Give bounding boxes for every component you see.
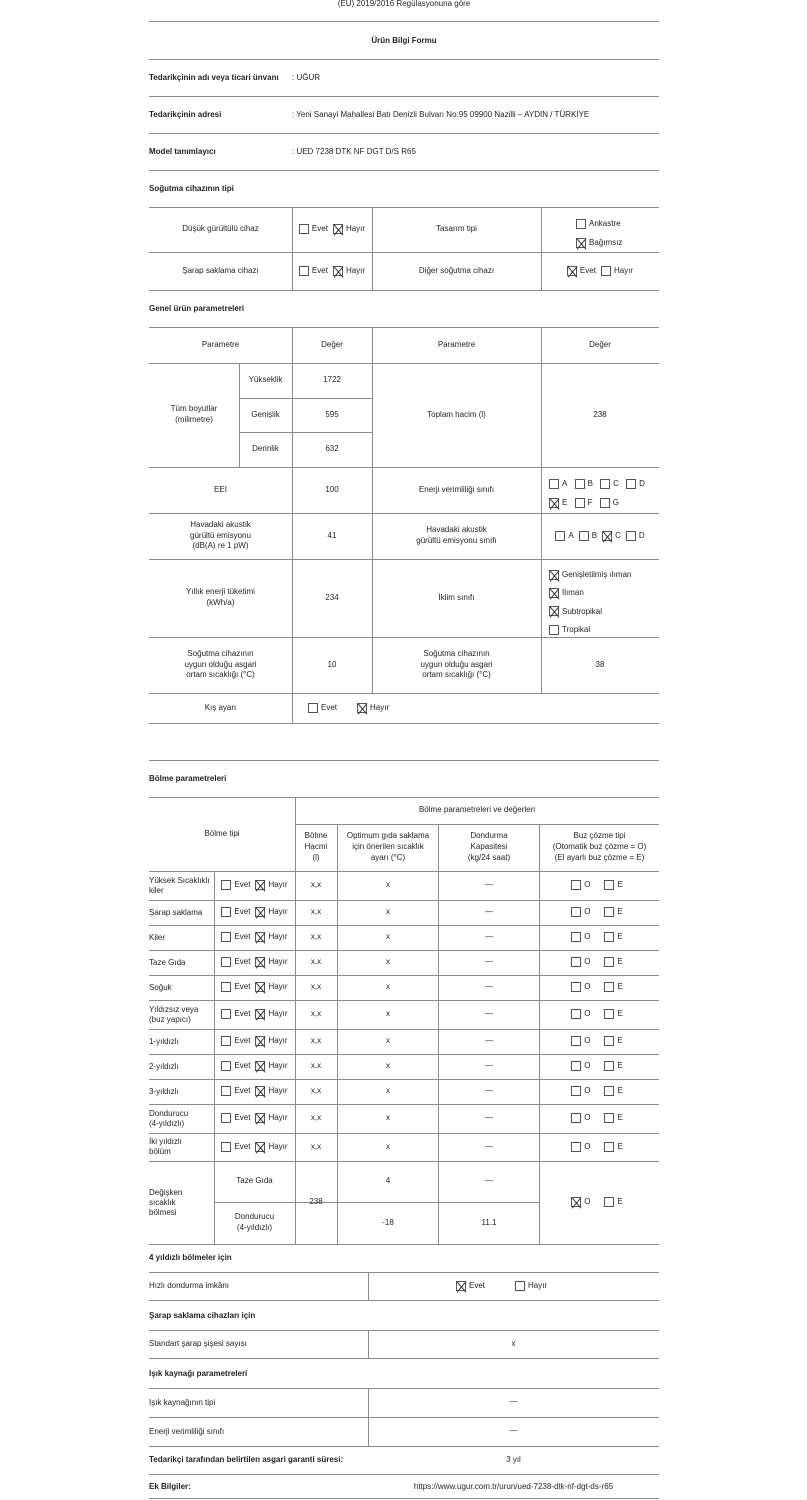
checkbox-defrost-auto[interactable] xyxy=(571,1086,581,1096)
checkbox-defrost-auto[interactable] xyxy=(571,907,581,917)
auto-label: O xyxy=(584,1197,591,1207)
low-noise-options xyxy=(292,207,372,252)
checkbox-defrost-auto[interactable] xyxy=(571,957,581,967)
compartment-defrost-options xyxy=(540,900,659,925)
annual-energy-value: 234 xyxy=(325,592,339,602)
checkbox-defrost-manual[interactable] xyxy=(604,1113,614,1123)
compartment-temp: x xyxy=(386,1113,390,1123)
no-label: Hayır xyxy=(528,1281,548,1290)
supplier-name-label: Tedarikçinin adı veya ticari ünvanı xyxy=(149,73,279,82)
manual-label: E xyxy=(617,1009,623,1019)
compartment-temp: x xyxy=(386,932,390,942)
checkbox-defrost-manual[interactable] xyxy=(604,1036,614,1046)
checkbox-energy-d[interactable] xyxy=(626,479,636,489)
checkbox-defrost-manual[interactable] xyxy=(604,1086,614,1096)
checkbox-climate-n[interactable] xyxy=(549,588,559,598)
low-noise-label: Düşük gürültülü cihaz xyxy=(182,224,259,234)
compartment-temp: x xyxy=(386,982,390,992)
supplier-name-value: : UĞUR xyxy=(292,73,320,82)
checkbox-present-yes[interactable] xyxy=(221,982,231,992)
checkbox-energy-b[interactable] xyxy=(575,479,585,489)
compartment-freeze: — xyxy=(485,907,493,917)
energy-class-label: Enerji verimliliği sınıfı xyxy=(418,484,495,494)
variable-freeze-fresh: — xyxy=(485,1176,493,1186)
manual-label: E xyxy=(617,1061,623,1071)
compartments-section: Bölme parametreleri xyxy=(149,774,227,783)
checkbox-present-yes[interactable] xyxy=(221,932,231,942)
volume-header: Bölme Hacmi (l) xyxy=(304,831,328,862)
checkbox-defrost-manual[interactable] xyxy=(604,1061,614,1071)
yes-label: Evet xyxy=(234,1036,251,1046)
checkbox-winter-no[interactable] xyxy=(357,703,367,713)
checkbox-low-noise-yes[interactable] xyxy=(299,224,309,234)
checkbox-defrost-manual[interactable] xyxy=(604,982,614,992)
light-section: Işık kaynağı parametreleri xyxy=(149,1369,248,1378)
compartment-defrost-options xyxy=(540,1133,659,1161)
model-value: : UED 7238 DTK NF DGT D/S R65 xyxy=(292,147,416,156)
checkbox-defrost-auto[interactable] xyxy=(571,1197,581,1207)
variable-defrost-options xyxy=(540,1161,659,1244)
checkbox-fast-freeze-no[interactable] xyxy=(515,1281,525,1291)
compartment-values-header: Bölme parametreleri ve değerleri xyxy=(418,805,536,815)
checkbox-present-no[interactable] xyxy=(255,932,265,942)
climate-class-options xyxy=(549,567,636,640)
checkbox-defrost-manual[interactable] xyxy=(604,907,614,917)
compartment-present-options xyxy=(214,1029,295,1054)
checkbox-climate-sn[interactable] xyxy=(549,570,559,580)
compartment-defrost-options xyxy=(540,1000,659,1029)
yes-label: Evet xyxy=(234,1061,251,1071)
freestanding-label: Bağımsız xyxy=(589,238,623,247)
checkbox-defrost-manual[interactable] xyxy=(604,1142,614,1152)
auto-label: O xyxy=(584,1113,591,1123)
compartment-temp: x xyxy=(386,1141,390,1151)
compartment-temp: x xyxy=(386,907,390,917)
yes-label: Evet xyxy=(469,1281,486,1290)
checkbox-present-no[interactable] xyxy=(255,982,265,992)
checkbox-climate-st[interactable] xyxy=(549,606,559,616)
other-cooling-options xyxy=(541,252,659,290)
total-volume-label: Toplam hacim (l) xyxy=(427,409,486,419)
checkbox-energy-g[interactable] xyxy=(600,498,610,508)
temp-header: Optimum gıda saklama için önerilen sıcaklık ayarı (°C) xyxy=(346,831,430,862)
compartment-freeze: — xyxy=(485,932,493,942)
extra-info-label: Ek Bilgiler: xyxy=(149,1482,191,1491)
yes-label: Evet xyxy=(234,932,251,942)
header-parameter: Parametre xyxy=(201,339,240,349)
manual-label: E xyxy=(617,982,623,992)
compartment-temp: x xyxy=(386,880,390,890)
compartment-volume: x,x xyxy=(310,932,322,942)
no-label: Hayır xyxy=(268,957,288,967)
checkbox-defrost-auto[interactable] xyxy=(571,1009,581,1019)
compartment-freeze: — xyxy=(485,957,493,967)
checkbox-noise-d[interactable] xyxy=(626,531,636,541)
compartment-name: 3-yıldızlı xyxy=(149,1086,179,1096)
class-label: C xyxy=(613,479,619,488)
wine-storage-label: Şarap saklama cihazı xyxy=(182,265,259,275)
compartment-name: Şarap saklama xyxy=(149,907,203,917)
compartment-name: İki yıldızlı bölüm xyxy=(149,1137,182,1156)
freeze-header: Dondurma Kapasitesi (kg/24 saat) xyxy=(467,831,511,862)
checkbox-energy-e[interactable] xyxy=(549,498,559,508)
manual-label: E xyxy=(617,1141,623,1151)
yes-label: Evet xyxy=(234,1141,251,1151)
variable-volume: 238 xyxy=(309,1197,323,1207)
compartment-defrost-options xyxy=(540,1104,659,1133)
no-label: Hayır xyxy=(268,1086,288,1096)
checkbox-wine-yes[interactable] xyxy=(299,266,309,276)
compartment-defrost-options xyxy=(540,925,659,950)
manual-label: E xyxy=(617,1086,623,1096)
checkbox-present-yes[interactable] xyxy=(221,1086,231,1096)
four-star-section: 4 yıldızlı bölmeler için xyxy=(149,1253,232,1262)
checkbox-present-no[interactable] xyxy=(255,1113,265,1123)
climate-label: Ilıman xyxy=(562,588,584,598)
manual-label: E xyxy=(617,957,623,967)
design-type-label: Tasarım tipi xyxy=(436,224,477,234)
checkbox-defrost-auto[interactable] xyxy=(571,1036,581,1046)
class-label: D xyxy=(639,479,645,488)
compartment-volume: x,x xyxy=(310,1061,322,1071)
checkbox-present-no[interactable] xyxy=(255,1142,265,1152)
compartment-temp: x xyxy=(386,1086,390,1096)
yes-label: Evet xyxy=(234,907,251,917)
design-type-options xyxy=(576,216,627,254)
checkbox-present-yes[interactable] xyxy=(221,1113,231,1123)
checkbox-defrost-auto[interactable] xyxy=(571,982,581,992)
min-temp-label: Soğutma cihazının uygun olduğu asgari ortam sıcaklığı (°C) xyxy=(184,648,257,680)
compartment-name: Yıldızsız veya (buz yapıcı) xyxy=(149,1004,199,1024)
wine-section: Şarap saklama cihazları için xyxy=(149,1311,256,1320)
checkbox-freestanding[interactable] xyxy=(576,238,586,248)
compartment-volume: x,x xyxy=(310,1086,322,1096)
class-label: A xyxy=(568,530,574,540)
checkbox-winter-yes[interactable] xyxy=(308,703,318,713)
auto-label: O xyxy=(584,957,591,967)
compartment-freeze: — xyxy=(485,982,493,992)
fast-freeze-label: Hızlı dondurma imkânı xyxy=(149,1281,230,1290)
no-label: Hayır xyxy=(268,1113,288,1123)
checkbox-low-noise-no[interactable] xyxy=(333,224,343,234)
builtin-label: Ankastre xyxy=(589,219,621,228)
other-cooling-label: Diğer soğutma cihazı xyxy=(418,265,495,275)
compartment-volume: x,x xyxy=(310,907,322,917)
checkbox-noise-a[interactable] xyxy=(555,531,565,541)
compartment-temp: x xyxy=(386,1036,390,1046)
compartment-present-options xyxy=(214,950,295,975)
warranty-label: Tedarikçi tarafından belirtilen asgari garanti süresi: xyxy=(149,1455,344,1464)
auto-label: O xyxy=(584,1009,591,1019)
form-title: Ürün Bilgi Formu xyxy=(371,36,437,45)
checkbox-defrost-manual[interactable] xyxy=(604,932,614,942)
fast-freeze-options xyxy=(456,1272,552,1300)
manual-label: E xyxy=(617,932,623,942)
auto-label: O xyxy=(584,982,591,992)
checkbox-energy-c[interactable] xyxy=(600,479,610,489)
compartment-defrost-options xyxy=(540,1054,659,1079)
manual-label: E xyxy=(617,880,623,890)
compartment-volume: x,x xyxy=(310,1009,322,1019)
depth-value: 632 xyxy=(325,444,339,454)
checkbox-wine-no[interactable] xyxy=(333,266,343,276)
wine-storage-options xyxy=(292,252,372,290)
compartment-freeze: — xyxy=(485,1086,493,1096)
class-label: A xyxy=(562,479,568,488)
auto-label: O xyxy=(584,1036,591,1046)
variable-freeze-freezer: 11.1 xyxy=(481,1217,497,1227)
compartment-temp: x xyxy=(386,1061,390,1071)
checkbox-present-no[interactable] xyxy=(255,907,265,917)
annual-energy-label: Yıllık enerji tüketimi (kWh/a) xyxy=(186,587,255,607)
compartment-name: Soğuk xyxy=(149,982,172,992)
max-temp-label: Soğutma cihazının uygun olduğu asgari ortam sıcaklığı (°C) xyxy=(420,648,493,680)
checkbox-energy-f[interactable] xyxy=(575,498,585,508)
checkbox-present-yes[interactable] xyxy=(221,1142,231,1152)
checkbox-defrost-manual[interactable] xyxy=(604,1009,614,1019)
no-label: Hayır xyxy=(268,1061,288,1071)
checkbox-present-no[interactable] xyxy=(255,957,265,967)
checkbox-defrost-auto[interactable] xyxy=(571,880,581,890)
eei-label: EEI xyxy=(214,484,227,494)
class-label: B xyxy=(587,479,593,488)
min-temp-value: 10 xyxy=(327,659,337,669)
checkbox-present-yes[interactable] xyxy=(221,1009,231,1019)
compartment-volume: x,x xyxy=(310,880,322,890)
compartment-present-options xyxy=(214,871,295,900)
class-label: B xyxy=(591,530,598,540)
class-label: F xyxy=(587,498,593,507)
yes-label: Evet xyxy=(234,880,251,890)
compartment-temp: x xyxy=(386,1009,390,1019)
compartment-present-options xyxy=(214,925,295,950)
no-label: Hayır xyxy=(268,1036,288,1046)
climate-class-label: İklim sınıfı xyxy=(438,592,475,602)
max-temp-value: 38 xyxy=(595,659,605,669)
eei-value: 100 xyxy=(325,484,339,494)
height-label: Yükseklik xyxy=(248,375,283,385)
checkbox-climate-t[interactable] xyxy=(549,625,559,635)
wine-bottles-value: x xyxy=(511,1338,516,1348)
checkbox-present-yes[interactable] xyxy=(221,957,231,967)
model-label: Model tanımlayıcı xyxy=(149,147,216,156)
checkbox-energy-a[interactable] xyxy=(549,479,559,489)
total-volume-value: 238 xyxy=(593,409,607,419)
wine-bottles-label: Standart şarap şişesi sayısı xyxy=(149,1339,247,1348)
auto-label: O xyxy=(584,932,591,942)
compartment-freeze: — xyxy=(485,1036,493,1046)
compartment-volume: x,x xyxy=(310,1141,322,1151)
no-label: Hayır xyxy=(268,907,288,917)
regulation-text: (EU) 2019/2016 Regülasyonuna göre xyxy=(337,0,471,8)
supplier-address-label: Tedarikçinin adresi xyxy=(149,110,222,119)
yes-label: Evet xyxy=(234,1113,251,1123)
extra-info-url[interactable]: https://www.ugur.com.tr/urun/ued-7238-dtk-nf-dgt-ds-r65 xyxy=(413,1481,614,1491)
light-class-label: Enerji verimliliği sınıfı xyxy=(149,1426,225,1436)
compartment-defrost-options xyxy=(540,975,659,1000)
compartment-present-options xyxy=(214,1104,295,1133)
checkbox-defrost-auto[interactable] xyxy=(571,1142,581,1152)
auto-label: O xyxy=(584,1061,591,1071)
auto-label: O xyxy=(584,1141,591,1151)
class-label: E xyxy=(562,498,568,507)
checkbox-noise-c[interactable] xyxy=(602,531,612,541)
compartment-present-options xyxy=(214,1079,295,1104)
compartment-freeze: — xyxy=(485,1141,493,1151)
compartment-present-options xyxy=(214,1054,295,1079)
no-label: Hayır xyxy=(345,265,366,275)
energy-class-options xyxy=(549,476,659,514)
height-value: 1722 xyxy=(323,375,341,385)
noise-class-label: Havadaki akustik gürültü emisyonu sınıfı xyxy=(416,525,497,545)
dimensions-label: Tüm boyutlar (milimetre) xyxy=(170,404,218,424)
depth-label: Derinlik xyxy=(252,444,279,454)
winter-setting-options xyxy=(308,693,394,723)
compartment-name: Taze Gıda xyxy=(149,957,186,967)
compartment-present-options xyxy=(214,1000,295,1029)
compartment-name: Dondurucu (4-yıldızlı) xyxy=(149,1108,189,1128)
checkbox-present-yes[interactable] xyxy=(221,1036,231,1046)
compartment-name: Kiler xyxy=(149,932,166,942)
no-label: Hayır xyxy=(613,265,634,275)
checkbox-noise-b[interactable] xyxy=(579,531,589,541)
compartment-defrost-options xyxy=(540,950,659,975)
checkbox-defrost-manual[interactable] xyxy=(604,1197,614,1207)
checkbox-other-yes[interactable] xyxy=(567,266,577,276)
compartment-temp: x xyxy=(386,957,390,967)
auto-label: O xyxy=(584,880,591,890)
checkbox-present-no[interactable] xyxy=(255,1061,265,1071)
no-label: Hayır xyxy=(370,703,390,712)
climate-label: Subtropikal xyxy=(562,606,603,616)
device-type-section: Soğutma cihazının tipi xyxy=(149,184,234,193)
climate-label: Tropikal xyxy=(562,624,591,634)
no-label: Hayır xyxy=(268,982,288,992)
width-value: 595 xyxy=(325,409,339,419)
auto-label: O xyxy=(584,1086,591,1096)
checkbox-defrost-manual[interactable] xyxy=(604,957,614,967)
auto-label: O xyxy=(584,907,591,917)
yes-label: Evet xyxy=(311,265,328,275)
compartment-defrost-options xyxy=(540,1029,659,1054)
general-section: Genel ürün parametreleri xyxy=(149,304,245,313)
no-label: Hayır xyxy=(345,224,366,234)
compartment-freeze: — xyxy=(485,1009,493,1019)
variable-temp-freezer: -18 xyxy=(382,1217,394,1227)
compartment-name: Yüksek Sıcaklıklı kiler xyxy=(149,875,210,895)
manual-label: E xyxy=(617,1197,623,1207)
compartment-type-header: Bölme tipi xyxy=(204,828,240,838)
class-label: C xyxy=(615,530,621,540)
variable-sub-freezer: Dondurucu (4-yıldızlı) xyxy=(234,1212,275,1232)
warranty-value: 3 yıl xyxy=(506,1454,521,1464)
checkbox-defrost-auto[interactable] xyxy=(571,932,581,942)
noise-class-options xyxy=(541,513,659,559)
width-label: Genişlik xyxy=(251,409,280,419)
compartment-defrost-options xyxy=(540,871,659,900)
yes-label: Evet xyxy=(234,1086,251,1096)
yes-label: Evet xyxy=(234,957,251,967)
noise-value: 41 xyxy=(327,530,337,540)
yes-label: Evet xyxy=(234,1009,251,1019)
manual-label: E xyxy=(617,907,623,917)
compartment-volume: x,x xyxy=(310,1036,322,1046)
compartment-freeze: — xyxy=(485,1061,493,1071)
manual-label: E xyxy=(617,1036,623,1046)
no-label: Hayır xyxy=(268,932,288,942)
compartment-name: 1-yıldızlı xyxy=(149,1036,179,1046)
header-value: Değer xyxy=(589,339,611,349)
checkbox-present-no[interactable] xyxy=(255,880,265,890)
compartment-present-options xyxy=(214,900,295,925)
checkbox-defrost-auto[interactable] xyxy=(571,1113,581,1123)
compartment-present-options xyxy=(214,975,295,1000)
light-type-value: — xyxy=(509,1397,518,1407)
manual-label: E xyxy=(617,1113,623,1123)
yes-label: Evet xyxy=(321,703,338,712)
compartment-volume: x,x xyxy=(310,1113,322,1123)
header-value: Değer xyxy=(321,339,343,349)
compartment-volume: x,x xyxy=(310,957,322,967)
defrost-header: Buz çözme tipi (Otomatik buz çözme = O) (El ayarlı buz çözme = E) xyxy=(552,831,647,862)
checkbox-builtin[interactable] xyxy=(576,219,586,229)
yes-label: Evet xyxy=(234,982,251,992)
variable-sub-fresh: Taze Gıda xyxy=(236,1176,273,1186)
compartment-freeze: — xyxy=(485,1113,493,1123)
yes-label: Evet xyxy=(311,224,328,234)
variable-compartment-name: Değişken sıcaklık bölmesi xyxy=(149,1187,183,1217)
checkbox-other-no[interactable] xyxy=(601,266,611,276)
checkbox-present-yes[interactable] xyxy=(221,907,231,917)
yes-label: Evet xyxy=(579,265,596,275)
compartment-name: 2-yıldızlı xyxy=(149,1061,179,1071)
checkbox-fast-freeze-yes[interactable] xyxy=(456,1281,466,1291)
no-label: Hayır xyxy=(268,1141,288,1151)
class-label: G xyxy=(612,498,619,507)
light-class-value: — xyxy=(509,1426,518,1436)
light-type-label: Işık kaynağının tipi xyxy=(149,1397,216,1407)
checkbox-present-no[interactable] xyxy=(255,1086,265,1096)
checkbox-present-no[interactable] xyxy=(255,1009,265,1019)
checkbox-present-yes[interactable] xyxy=(221,1061,231,1071)
checkbox-defrost-auto[interactable] xyxy=(571,1061,581,1071)
compartment-volume: x,x xyxy=(310,982,322,992)
no-label: Hayır xyxy=(268,880,288,890)
compartment-present-options xyxy=(214,1133,295,1161)
winter-setting-label: Kış ayarı xyxy=(204,702,237,712)
climate-label: Genişletilmiş ılıman xyxy=(562,570,632,579)
variable-temp-fresh: 4 xyxy=(385,1176,391,1186)
header-parameter: Parametre xyxy=(437,339,476,349)
checkbox-present-no[interactable] xyxy=(255,1036,265,1046)
class-label: D xyxy=(638,530,645,540)
compartment-defrost-options xyxy=(540,1079,659,1104)
compartment-freeze: — xyxy=(485,880,493,890)
supplier-address-value: : Yeni Sanayi Mahallesi Batı Denizli Bulvarı No:95 09900 Nazilli – AYDIN / TÜRKİYE xyxy=(292,110,590,119)
checkbox-defrost-manual[interactable] xyxy=(604,880,614,890)
checkbox-present-yes[interactable] xyxy=(221,880,231,890)
noise-label: Havadaki akustik gürültü emisyonu (dB(A) re 1 pW) xyxy=(190,519,251,551)
no-label: Hayır xyxy=(268,1009,288,1019)
